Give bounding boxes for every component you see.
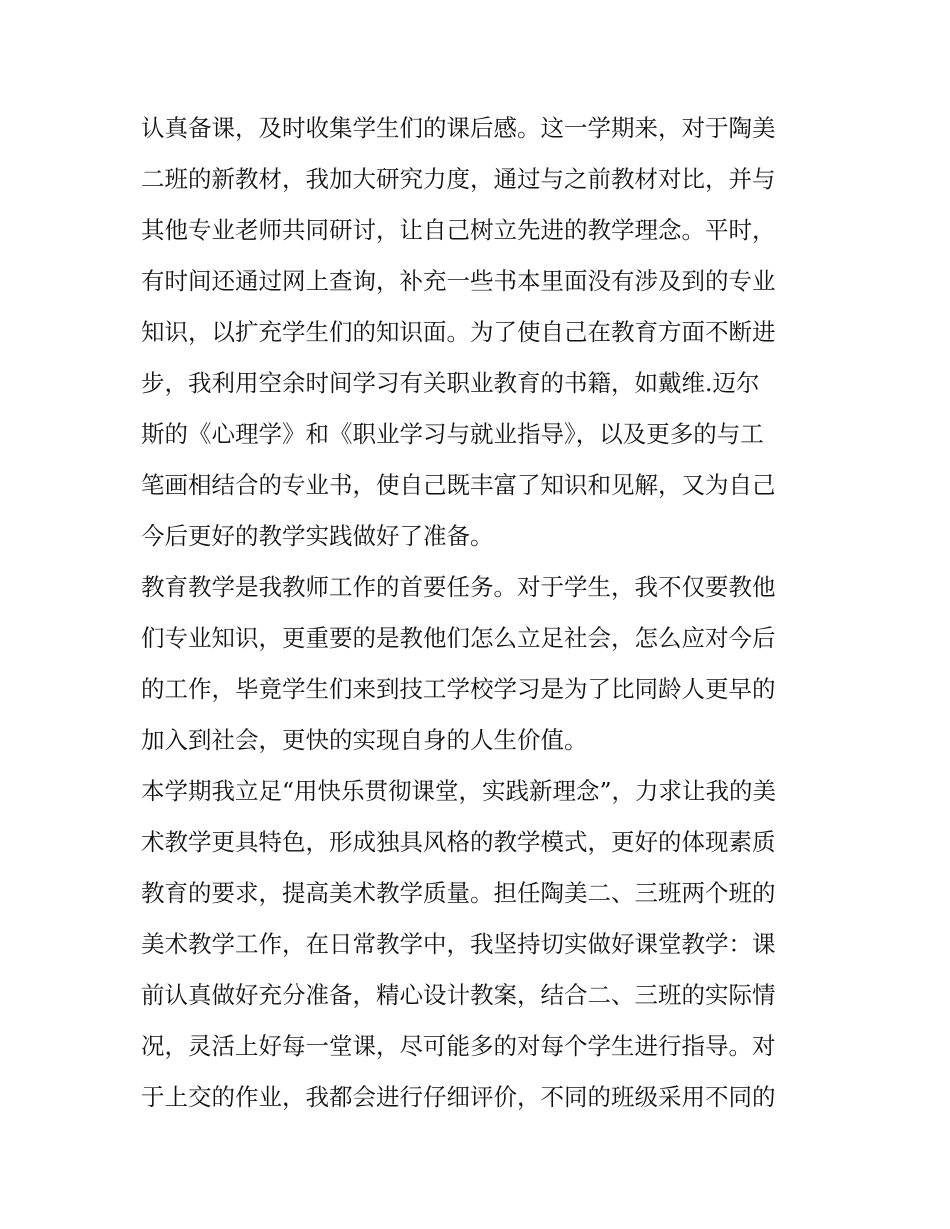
- text-line: 教育的要求，提高美术教学质量。担任陶美二、三班两个班的: [141, 879, 776, 907]
- text-line: 其他专业老师共同研讨，让自己树立先进的教学理念。平时，: [141, 216, 776, 244]
- text-line: 教育教学是我教师工作的首要任务。对于学生，我不仅要教他: [141, 573, 776, 601]
- text-line: 笔画相结合的专业书，使自己既丰富了知识和见解，又为自己: [141, 471, 776, 499]
- text-line: 前认真做好充分准备，精心设计教案，结合二、三班的实际情: [141, 981, 776, 1009]
- text-line: 美术教学工作，在日常教学中，我坚持切实做好课堂教学：课: [141, 930, 776, 958]
- text-line: 加入到社会，更快的实现自身的人生价值。: [141, 726, 588, 754]
- text-line: 本学期我立足“用快乐贯彻课堂，实践新理念”，力求让我的美: [141, 777, 777, 805]
- text-line: 二班的新教材，我加大研究力度，通过与之前教材对比，并与: [141, 165, 776, 193]
- text-line: 今后更好的教学实践做好了准备。: [141, 522, 494, 550]
- text-line: 术教学更具特色，形成独具风格的教学模式，更好的体现素质: [141, 828, 776, 856]
- text-line: 的工作，毕竟学生们来到技工学校学习是为了比同龄人更早的: [141, 675, 776, 703]
- text-line: 斯的《心理学》和《职业学习与就业指导》，以及更多的与工: [141, 420, 764, 448]
- text-line: 有时间还通过网上查询，补充一些书本里面没有涉及到的专业: [141, 267, 776, 295]
- text-line: 知识，以扩充学生们的知识面。为了使自己在教育方面不断进: [141, 318, 776, 346]
- text-line: 步，我利用空余时间学习有关职业教育的书籍，如戴维.迈尔: [141, 369, 760, 397]
- body-text: [141, 103, 821, 1123]
- text-line: 认真备课，及时收集学生们的课后感。这一学期来，对于陶美: [141, 114, 776, 142]
- text-line: 于上交的作业，我都会进行仔细评价，不同的班级采用不同的: [141, 1083, 776, 1111]
- text-line: 们专业知识，更重要的是教他们怎么立足社会，怎么应对今后: [141, 624, 776, 652]
- text-line: 况，灵活上好每一堂课，尽可能多的对每个学生进行指导。对: [141, 1032, 776, 1060]
